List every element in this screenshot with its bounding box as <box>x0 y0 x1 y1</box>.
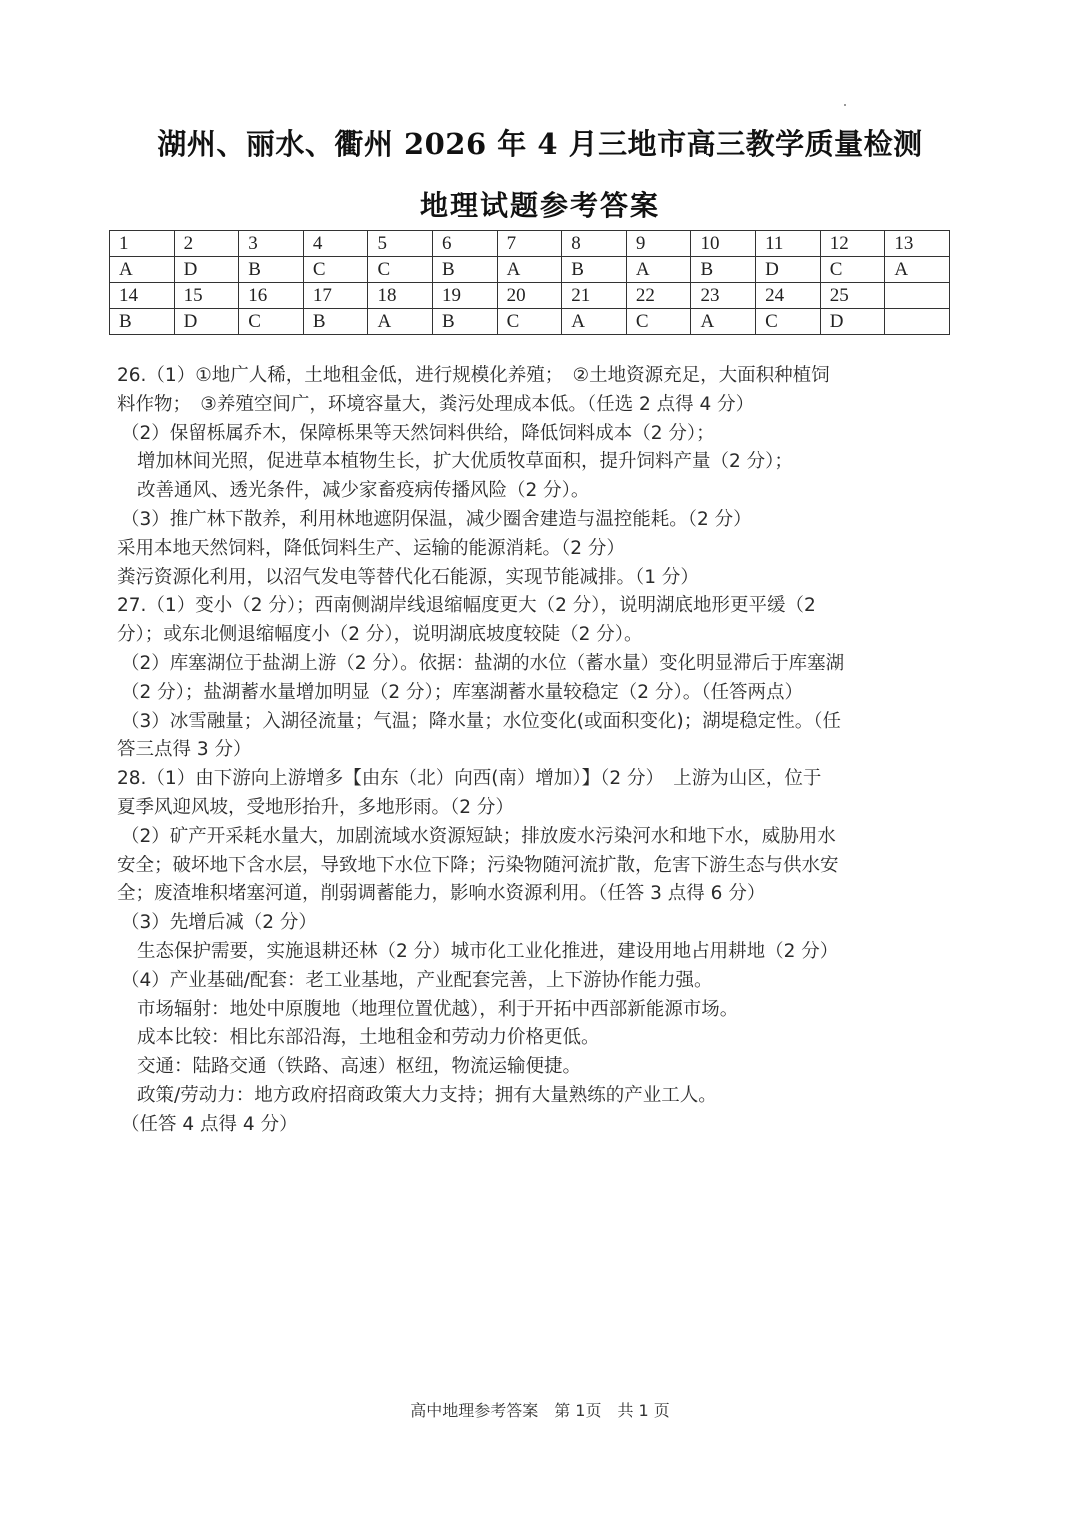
question-number-cell: 7 <box>497 231 562 257</box>
answer-line: 全；废渣堆积堵塞河道，削弱调蓄能力，影响水资源利用。（任答 3 点得 6 分） <box>117 883 766 905</box>
answer-letter-cell <box>885 309 950 335</box>
answer-letter-cell: B <box>110 309 175 335</box>
answer-body <box>117 362 967 1140</box>
question-number-row <box>110 231 950 257</box>
question-number-cell: 11 <box>756 231 821 257</box>
answer-line: 分）；或东北侧退缩幅度小（2 分），说明湖底坡度较陡（2 分）。 <box>117 624 643 646</box>
question-number-cell: 8 <box>562 231 627 257</box>
answer-line: （2）保留栎属乔木，保障栎果等天然饲料供给，降低饲料成本（2 分）； <box>121 422 715 444</box>
answer-line: 交通：陆路交通（铁路、高速）枢纽，物流运输便捷。 <box>137 1056 582 1078</box>
answer-line: （3）先增后减（2 分） <box>121 912 317 934</box>
question-number-cell: 4 <box>303 231 368 257</box>
scan-speck <box>844 104 846 106</box>
answer-letter-row <box>110 309 950 335</box>
answer-letter-cell: A <box>885 257 950 283</box>
question-number-cell: 20 <box>497 283 562 309</box>
answer-letter-cell: B <box>303 309 368 335</box>
answer-letter-cell: B <box>239 257 304 283</box>
answer-line: 夏季风迎风坡，受地形抬升，多地形雨。（2 分） <box>117 796 514 818</box>
answer-letter-cell: C <box>303 257 368 283</box>
answer-line: （3）推广林下散养，利用林地遮阴保温，减少圈舍建造与温控能耗。（2 分） <box>121 508 752 530</box>
answer-line: （3）冰雪融量；入湖径流量；气温；降水量；水位变化(或面积变化)；湖堤稳定性。（任 <box>121 710 841 732</box>
question-number-cell: 24 <box>756 283 821 309</box>
question-number-cell: 22 <box>626 283 691 309</box>
question-number-cell: 2 <box>174 231 239 257</box>
answer-line: （2）矿产开采耗水量大，加剧流域水资源短缺；排放废水污染河水和地下水，威胁用水 <box>121 825 836 847</box>
document-subtitle: 地理试题参考答案 <box>419 189 660 222</box>
question-number-cell: 1 <box>110 231 175 257</box>
answer-line: 生态保护需要，实施退耕还林（2 分）城市化工业化推进，建设用地占用耕地（2 分） <box>137 940 839 962</box>
answer-letter-cell: B <box>433 309 498 335</box>
question-number-cell: 15 <box>174 283 239 309</box>
answer-letter-cell: A <box>562 309 627 335</box>
question-number-cell: 16 <box>239 283 304 309</box>
answer-line: 答三点得 3 分） <box>117 739 252 761</box>
answer-letter-cell: A <box>691 309 756 335</box>
question-number-cell <box>885 283 950 309</box>
answer-line: （2）库塞湖位于盐湖上游（2 分）。依据：盐湖的水位（蓄水量）变化明显滞后于库塞湖 <box>121 652 845 674</box>
answer-letter-cell: D <box>820 309 885 335</box>
answer-line: 28.（1）由下游向上游增多【由东（北）向西(南）增加）】（2 分） 上游为山区，位于 <box>117 768 822 790</box>
answer-line: 采用本地天然饲料，降低饲料生产、运输的能源消耗。（2 分） <box>117 537 625 559</box>
page-footer: 高中地理参考答案 第 1页 共 1 页 <box>410 1401 670 1420</box>
answer-letter-cell: C <box>239 309 304 335</box>
answer-letter-cell: A <box>497 257 562 283</box>
question-number-cell: 3 <box>239 231 304 257</box>
answer-line: 26.（1）①地广人稀，土地租金低，进行规模化养殖； ②土地资源充足，大面积种植饲 <box>117 365 830 386</box>
answer-line: 27.（1）变小（2 分）；西南侧湖岸线退缩幅度更大（2 分），说明湖底地形更平缓（2 <box>117 595 816 617</box>
answer-letter-cell: B <box>433 257 498 283</box>
answer-letter-cell: C <box>756 309 821 335</box>
answer-letter-cell: B <box>691 257 756 283</box>
answer-letter-cell: A <box>110 257 175 283</box>
document-title: 湖州、丽水、衢州 2026 年 4 月三地市高三教学质量检测 <box>157 127 923 161</box>
question-number-cell: 19 <box>433 283 498 309</box>
answer-line: 成本比较：相比东部沿海，土地租金和劳动力价格更低。 <box>137 1027 600 1049</box>
question-number-cell: 17 <box>303 283 368 309</box>
answer-letter-cell: D <box>756 257 821 283</box>
answer-line: 政策/劳动力：地方政府招商政策大力支持；拥有大量熟练的产业工人。 <box>137 1084 717 1106</box>
question-number-cell: 18 <box>368 283 433 309</box>
answer-letter-row <box>110 257 950 283</box>
question-number-cell: 25 <box>820 283 885 309</box>
answer-letter-cell: C <box>497 309 562 335</box>
answer-letter-cell: A <box>626 257 691 283</box>
question-number-cell: 9 <box>626 231 691 257</box>
answer-letter-cell: A <box>368 309 433 335</box>
multiple-choice-answer-table <box>109 230 950 335</box>
question-number-cell: 6 <box>433 231 498 257</box>
answer-letter-cell: C <box>820 257 885 283</box>
question-number-cell: 23 <box>691 283 756 309</box>
answer-line: （4）产业基础/配套：老工业基地，产业配套完善，上下游协作能力强。 <box>121 969 713 991</box>
answer-line: 改善通风、透光条件，减少家畜疫病传播风险（2 分）。 <box>137 480 590 502</box>
question-number-cell: 14 <box>110 283 175 309</box>
answer-line: 料作物； ③养殖空间广，环境容量大，粪污处理成本低。（任选 2 点得 4 分） <box>117 393 755 415</box>
question-number-row <box>110 283 950 309</box>
answer-letter-cell: B <box>562 257 627 283</box>
question-number-cell: 21 <box>562 283 627 309</box>
answer-line: 安全；破坏地下含水层，导致地下水位下降；污染物随河流扩散，危害下游生态与供水安 <box>117 854 839 876</box>
answer-letter-cell: C <box>626 309 691 335</box>
answer-line: （2 分）；盐湖蓄水量增加明显（2 分）；库塞湖蓄水量较稳定（2 分）。（任答两点） <box>121 681 803 703</box>
answer-line: 增加林间光照，促进草本植物生长，扩大优质牧草面积，提升饲料产量（2 分）； <box>137 451 793 473</box>
answer-line: （任答 4 点得 4 分） <box>121 1113 298 1135</box>
question-number-cell: 5 <box>368 231 433 257</box>
answer-line: 市场辐射：地处中原腹地（地理位置优越），利于开拓中西部新能源市场。 <box>137 998 739 1020</box>
answer-letter-cell: D <box>174 257 239 283</box>
answer-letter-cell: D <box>174 309 239 335</box>
question-number-cell: 13 <box>885 231 950 257</box>
question-number-cell: 12 <box>820 231 885 257</box>
answer-line: 粪污资源化利用，以沼气发电等替代化石能源，实现节能减排。（1 分） <box>117 566 699 588</box>
answer-letter-cell: C <box>368 257 433 283</box>
question-number-cell: 10 <box>691 231 756 257</box>
